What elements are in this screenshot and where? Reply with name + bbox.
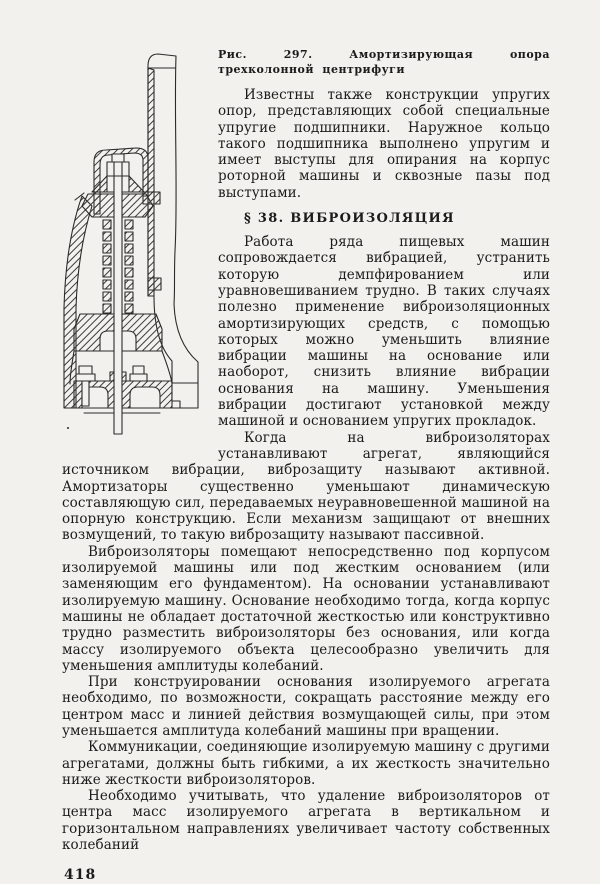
paragraph-1: Работа ряда пищевых машин сопровождается вибрацией, устранить которую демпфированием или уравновешиванием трудно. В таких случаях полезно применение виброизоляционных амортизирующих средств, с помощью которых можно уменьшить влияние вибрации машины на основание или наоборот, снизить влияние вибрации основания на машину. Уменьшения вибрации достигают установкой между машиной и основанием упругих прокладок. xyxy=(218,234,550,430)
paragraph-4: При конструировании основания изолируемого агрегата необходимо, по возможности, сокращать расстояние между его центром масс и линией действия возмущающей силы, при этом уменьшается амплитуда колебаний машины при вращении. xyxy=(62,674,550,739)
technical-drawing-svg xyxy=(62,46,212,450)
paragraph-2: Когда на виброизоляторах устанавливают агрегат, являющийся источником вибрации, виброзащиту называют активной. Амортизаторы существенно уменьшают динамическую составляющую сил, передаваемых неуравновешенной машиной на опорную конструкцию. Если механизм защищают от внешних возмущений, то такую виброзащиту называют пассивной. xyxy=(62,429,550,544)
anchor-bolt-right xyxy=(130,366,147,381)
paragraph-5: Коммуникации, соединяющие изолируемую машину с другими агрегатами, должны быть гибкими, а их жесткость значительно ниже жесткости виброизоляторов. xyxy=(62,739,550,788)
base-plate xyxy=(74,381,198,413)
section-heading: § 38. ВИБРОИЗОЛЯЦИЯ xyxy=(244,211,455,227)
figure-caption: Рис. 297. Амортизирующая опора трехколонной центрифуги xyxy=(218,48,550,76)
speck xyxy=(67,427,69,429)
paragraph-intro: Известны также конструкции упругих опор, представляющих собой специальные упругие подшипники. Наружное кольцо такого подшипника выполнено упругим и имеет выступы для опирания на корпус роторной машины и сквозные пазы под выступами. xyxy=(218,87,550,201)
paragraph-3: Виброизоляторы помещают непосредственно под корпусом изолируемой машины или под жестким основанием (или заменяющим его фундаментом). На основании устанавливают изолируемую машину. Основание необходимо тогда, когда корпус машины не обладает достаточной жесткостью или конструктивно трудно разместить виброизоляторы без основания, или когда массу изолируемого объекта целесообразно увеличить для уменьшения амплитуды колебаний. xyxy=(62,543,550,674)
page-number: 418 xyxy=(64,867,97,884)
figure-centrifuge-support-drawing xyxy=(62,46,212,450)
paragraph-6: Необходимо учитывать, что удаление виброизоляторов от центра масс изолируемого агрегата в вертикальном и горизонтальном направлениях увеличивает частоту собственных колебаний xyxy=(62,788,550,854)
